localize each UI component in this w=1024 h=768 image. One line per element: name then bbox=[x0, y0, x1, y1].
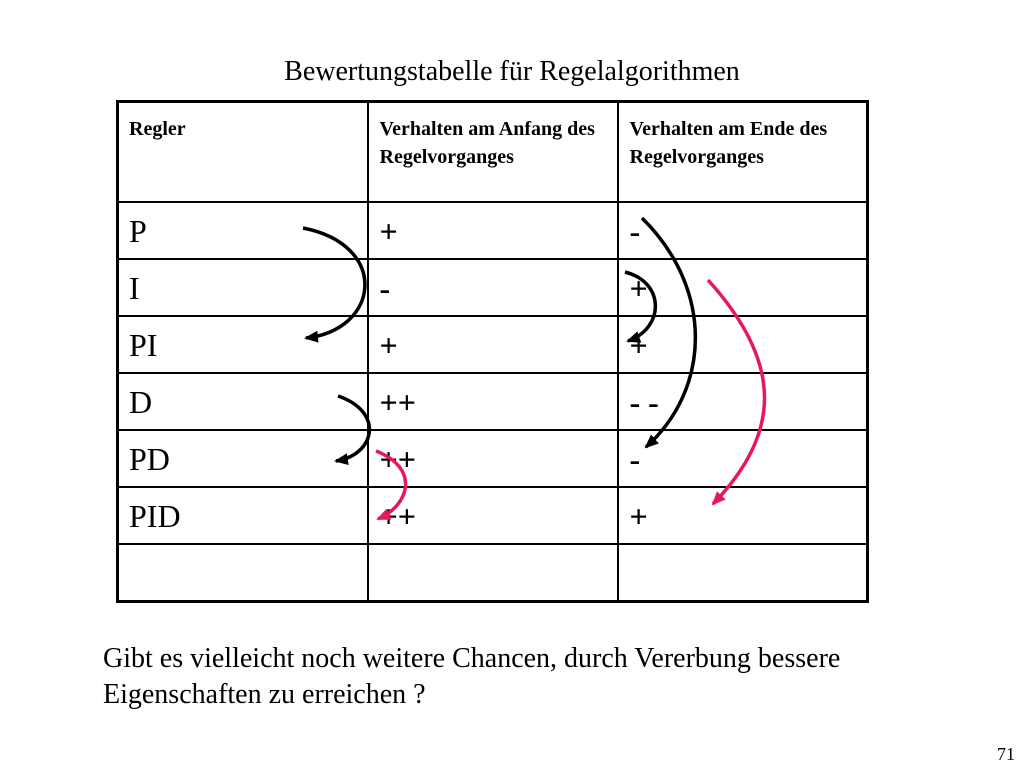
cell-start bbox=[368, 544, 618, 602]
cell-start: - bbox=[368, 259, 618, 316]
header-start-behavior: Verhalten am Anfang des Regelvorganges bbox=[368, 102, 618, 203]
evaluation-table bbox=[116, 100, 869, 603]
cell-end bbox=[618, 544, 868, 602]
cell-end: + bbox=[618, 259, 868, 316]
table-row bbox=[118, 487, 868, 544]
cell-start: ++ bbox=[368, 373, 618, 430]
table-row bbox=[118, 202, 868, 259]
page-number: 71 bbox=[997, 744, 1015, 764]
cell-start: + bbox=[368, 202, 618, 259]
table-row-empty bbox=[118, 544, 868, 602]
table-row bbox=[118, 259, 868, 316]
cell-end: - bbox=[618, 430, 868, 487]
cell-end: + bbox=[618, 487, 868, 544]
cell-regler bbox=[118, 544, 368, 602]
cell-start: ++ bbox=[368, 487, 618, 544]
table-header-row bbox=[118, 102, 868, 203]
cell-regler: PD bbox=[118, 430, 368, 487]
cell-regler: P bbox=[118, 202, 368, 259]
cell-regler: D bbox=[118, 373, 368, 430]
cell-start: ++ bbox=[368, 430, 618, 487]
cell-regler: I bbox=[118, 259, 368, 316]
cell-start: + bbox=[368, 316, 618, 373]
slide-title: Bewertungstabelle für Regelalgorithmen bbox=[284, 56, 740, 87]
footer-question: Gibt es vielleicht noch weitere Chancen, durch Vererbung bessere Eigenschaften zu erreichen ? bbox=[103, 643, 841, 710]
table-row bbox=[118, 316, 868, 373]
header-end-behavior: Verhalten am Ende des Regelvorganges bbox=[618, 102, 868, 203]
cell-regler: PID bbox=[118, 487, 368, 544]
table-row bbox=[118, 430, 868, 487]
cell-end: - bbox=[618, 202, 868, 259]
cell-end: + bbox=[618, 316, 868, 373]
cell-regler: PI bbox=[118, 316, 368, 373]
header-regler: Regler bbox=[118, 102, 368, 203]
cell-end: - - bbox=[618, 373, 868, 430]
table-row bbox=[118, 373, 868, 430]
